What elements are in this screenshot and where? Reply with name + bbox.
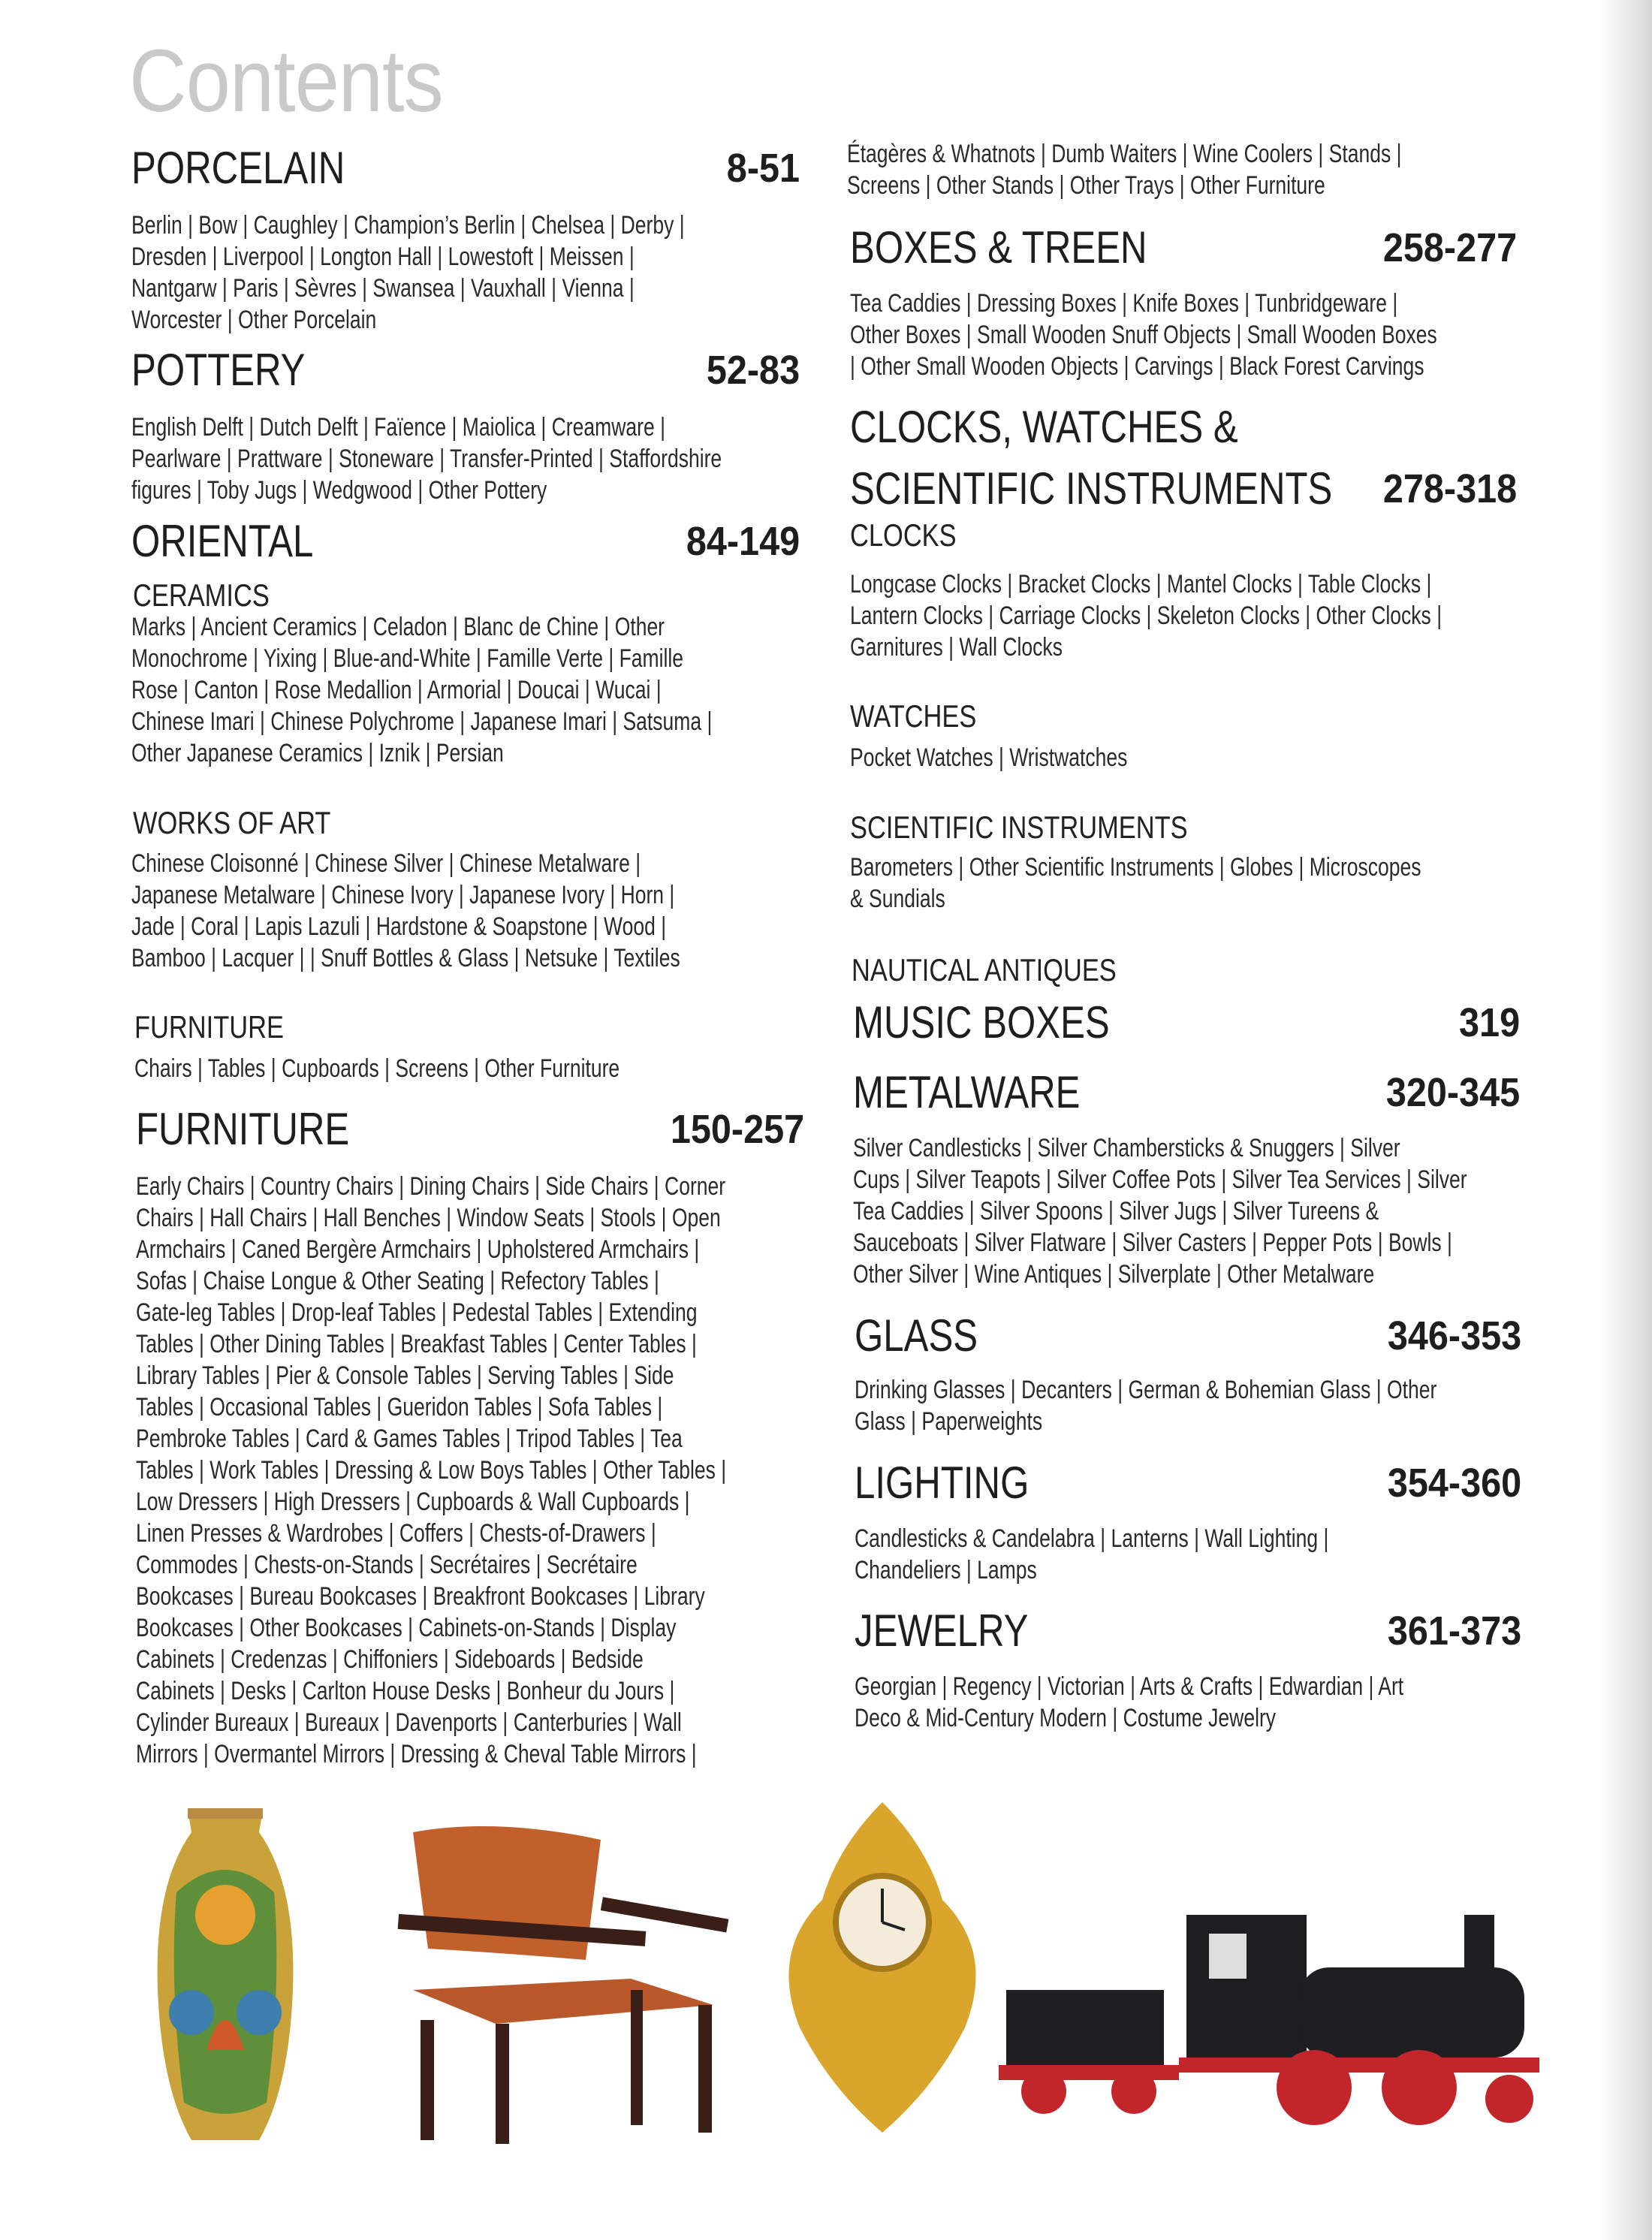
body-line: Nantgarw | Paris | Sèvres | Swansea | Vauxhall | Vienna |	[131, 274, 635, 303]
page-title: Contents	[129, 32, 443, 131]
page-range: 278-318	[1382, 466, 1517, 511]
body-line: Candlesticks & Candelabra | Lanterns | Wall Lighting |	[855, 1524, 1329, 1553]
page-range: 258-277	[1382, 225, 1517, 270]
body-line: Pearlware | Prattware | Stoneware | Transfer-Printed | Staffordshire	[131, 445, 722, 473]
body-line: Longcase Clocks | Bracket Clocks | Mantel Clocks | Table Clocks |	[850, 570, 1432, 598]
body-line: & Sundials	[850, 885, 945, 913]
subsection-title: CLOCKS	[850, 517, 957, 553]
page-range: 52-83	[706, 348, 800, 393]
page-range: 346-353	[1387, 1313, 1521, 1358]
page-range: 8-51	[726, 146, 800, 191]
body-line: Garnitures | Wall Clocks	[850, 633, 1063, 662]
section-title: JEWELRY	[855, 1605, 1029, 1656]
page-range: 354-360	[1387, 1461, 1521, 1506]
body-line: Other Boxes | Small Wooden Snuff Objects | Small Wooden Boxes	[850, 321, 1437, 349]
section-title: CLOCKS, WATCHES &	[850, 402, 1238, 452]
body-line: Chairs | Tables | Cupboards | Screens | Other Furniture	[134, 1054, 620, 1083]
body-line: Other Silver | Wine Antiques | Silverplate | Other Metalware	[853, 1260, 1375, 1289]
body-line: Georgian | Regency | Victorian | Arts & Crafts | Edwardian | Art	[855, 1672, 1404, 1701]
vase-image	[146, 1802, 304, 2148]
subsection-title: NAUTICAL ANTIQUES	[852, 952, 1117, 987]
body-line: English Delft | Dutch Delft | Faïence | Maiolica | Creamware |	[131, 413, 665, 442]
body-line: Monochrome | Yixing | Blue-and-White | Famille Verte | Famille	[131, 644, 684, 673]
body-line: Linen Presses & Wardrobes | Coffers | Chests-of-Drawers |	[136, 1519, 656, 1548]
cartel-clock-image	[770, 1802, 995, 2133]
page-range: 150-257	[670, 1107, 804, 1152]
section-title: SCIENTIFIC INSTRUMENTS	[850, 463, 1333, 514]
body-line: Japanese Metalware | Chinese Ivory | Japanese Ivory | Horn |	[131, 881, 675, 909]
section-body	[131, 210, 800, 336]
page-range: 84-149	[686, 519, 800, 564]
section-title: METALWARE	[853, 1067, 1081, 1117]
body-line: Other Japanese Ceramics | Iznik | Persian	[131, 739, 504, 767]
body-line: Tables | Work Tables | Dressing & Low Boys Tables | Other Tables |	[136, 1456, 727, 1485]
body-line: Rose | Canton | Rose Medallion | Armorial | Doucai | Wucai |	[131, 676, 662, 704]
body-line: Glass | Paperweights	[855, 1407, 1043, 1436]
subsection-title: WATCHES	[850, 698, 977, 734]
body-line: Worcester | Other Porcelain	[131, 306, 377, 334]
body-line: Chinese Cloisonné | Chinese Silver | Chinese Metalware |	[131, 849, 641, 878]
section-body	[850, 742, 1517, 773]
section-body	[850, 852, 1517, 915]
body-line: Bookcases | Other Bookcases | Cabinets-on-Stands | Display	[136, 1614, 677, 1642]
body-line: Tables | Other Dining Tables | Breakfast Tables | Center Tables |	[136, 1330, 697, 1358]
section-body	[136, 1171, 804, 1770]
section-body	[131, 848, 800, 974]
section-body	[847, 138, 1514, 201]
section-title: PORCELAIN	[131, 143, 345, 193]
body-line: Sofas | Chaise Longue & Other Seating | Refectory Tables |	[136, 1267, 659, 1295]
section-body	[855, 1523, 1521, 1586]
section-title: BOXES & TREEN	[850, 222, 1147, 273]
body-line: Dresden | Liverpool | Longton Hall | Lowestoft | Meissen |	[131, 243, 635, 271]
page-range: 319	[1458, 1000, 1520, 1045]
section-title: MUSIC BOXES	[853, 997, 1110, 1048]
section-body	[134, 1053, 803, 1084]
body-line: Bookcases | Bureau Bookcases | Breakfront Bookcases | Library	[136, 1582, 705, 1611]
section-furniture	[136, 1103, 804, 1156]
body-line: Étagères & Whatnots | Dumb Waiters | Wine Coolers | Stands |	[847, 140, 1402, 168]
subsection-title: FURNITURE	[134, 1009, 284, 1045]
section-jewelry	[855, 1605, 1521, 1657]
page-edge-shadow	[1599, 0, 1652, 2240]
body-line: Bamboo | Lacquer | | Snuff Bottles & Glass | Netsuke | Textiles	[131, 944, 680, 972]
body-line: Chandeliers | Lamps	[855, 1556, 1037, 1584]
body-line: Gate-leg Tables | Drop-leaf Tables | Pedestal Tables | Extending	[136, 1298, 698, 1327]
body-line: Commodes | Chests-on-Stands | Secrétaires | Secrétaire	[136, 1551, 638, 1579]
body-line: | Other Small Wooden Objects | Carvings | Black Forest Carvings	[850, 352, 1424, 381]
section-porcelain	[131, 142, 800, 194]
body-line: Chairs | Hall Chairs | Hall Benches | Window Seats | Stools | Open	[136, 1204, 721, 1232]
body-line: Jade | Coral | Lapis Lazuli | Hardstone & Soapstone | Wood |	[131, 912, 667, 941]
body-line: Chinese Imari | Chinese Polychrome | Japanese Imari | Satsuma |	[131, 707, 713, 736]
page-range: 320-345	[1385, 1070, 1520, 1115]
section-body	[855, 1374, 1521, 1437]
section-title: ORIENTAL	[131, 516, 314, 566]
body-line: Berlin | Bow | Caughley | Champion’s Berlin | Chelsea | Derby |	[131, 211, 685, 240]
body-line: Armchairs | Caned Bergère Armchairs | Upholstered Armchairs |	[136, 1235, 700, 1264]
section-clocks-title-2	[850, 463, 1517, 515]
body-line: Early Chairs | Country Chairs | Dining Chairs | Side Chairs | Corner	[136, 1172, 726, 1201]
section-title: GLASS	[855, 1310, 978, 1361]
body-line: Tea Caddies | Dressing Boxes | Knife Boxes | Tunbridgeware |	[850, 289, 1398, 318]
armchair-image	[383, 1817, 743, 2148]
body-line: Library Tables | Pier & Console Tables | Serving Tables | Side	[136, 1361, 674, 1390]
section-title: POTTERY	[131, 345, 306, 395]
subsection-title: WORKS OF ART	[133, 805, 331, 840]
section-boxes-treen	[850, 222, 1517, 274]
body-line: Cylinder Bureaux | Bureaux | Davenports | Canterburies | Wall	[136, 1708, 682, 1737]
body-line: Silver Candlesticks | Silver Chambersticks & Snuggers | Silver	[853, 1134, 1400, 1162]
body-line: Tables | Occasional Tables | Gueridon Tables | Sofa Tables |	[136, 1393, 663, 1421]
body-line: Barometers | Other Scientific Instruments | Globes | Microscopes	[850, 853, 1421, 882]
body-line: Pembroke Tables | Card & Games Tables | Tripod Tables | Tea	[136, 1424, 683, 1453]
page-range: 361-373	[1387, 1608, 1521, 1654]
body-line: Low Dressers | High Dressers | Cupboards & Wall Cupboards |	[136, 1488, 690, 1516]
section-glass	[855, 1310, 1521, 1362]
subsection-title: SCIENTIFIC INSTRUMENTS	[850, 809, 1188, 845]
body-line: Marks | Ancient Ceramics | Celadon | Blanc de Chine | Other	[131, 613, 665, 641]
section-body	[131, 412, 800, 506]
section-music-boxes	[853, 996, 1520, 1049]
section-body	[850, 288, 1517, 382]
section-clocks-title-1	[850, 401, 1517, 454]
body-line: Tea Caddies | Silver Spoons | Silver Jugs | Silver Tureens &	[853, 1197, 1379, 1226]
section-title: FURNITURE	[136, 1104, 350, 1154]
section-title: LIGHTING	[855, 1458, 1029, 1508]
body-line: Lantern Clocks | Carriage Clocks | Skeleton Clocks | Other Clocks |	[850, 601, 1442, 630]
section-body	[850, 568, 1517, 663]
section-oriental	[131, 515, 800, 568]
section-body	[853, 1132, 1520, 1290]
section-body	[131, 611, 800, 769]
body-line: Sauceboats | Silver Flatware | Silver Casters | Pepper Pots | Bowls |	[853, 1229, 1452, 1257]
section-lighting	[855, 1457, 1521, 1509]
body-line: Drinking Glasses | Decanters | German & Bohemian Glass | Other	[855, 1376, 1437, 1404]
body-line: figures | Toby Jugs | Wedgwood | Other Pottery	[131, 476, 547, 505]
toy-train-image	[999, 1862, 1569, 2133]
section-metalware	[853, 1066, 1520, 1119]
body-line: Screens | Other Stands | Other Trays | Other Furniture	[847, 171, 1325, 200]
body-line: Cabinets | Credenzas | Chiffoniers | Sideboards | Bedside	[136, 1645, 644, 1674]
body-line: Pocket Watches | Wristwatches	[850, 743, 1128, 772]
body-line: Cabinets | Desks | Carlton House Desks | Bonheur du Jours |	[136, 1677, 675, 1705]
body-line: Mirrors | Overmantel Mirrors | Dressing & Cheval Table Mirrors |	[136, 1740, 697, 1768]
body-line: Deco & Mid-Century Modern | Costume Jewelry	[855, 1704, 1277, 1732]
section-body	[855, 1671, 1521, 1734]
body-line: Cups | Silver Teapots | Silver Coffee Pots | Silver Tea Services | Silver	[853, 1165, 1467, 1194]
section-pottery	[131, 344, 800, 396]
subsection-title: CERAMICS	[133, 577, 270, 613]
